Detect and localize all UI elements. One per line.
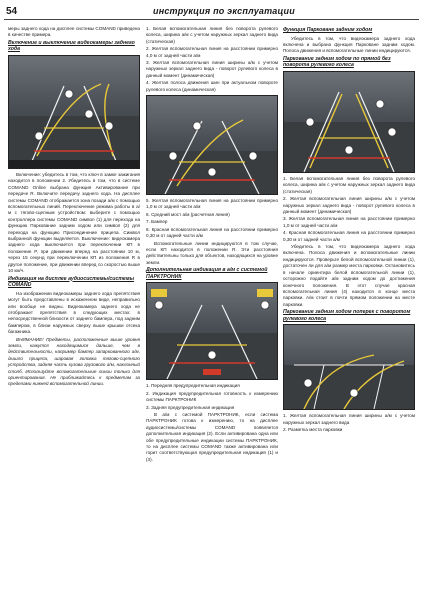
col3-list-b [283, 413, 415, 433]
col3-list-a [283, 176, 415, 243]
page-title: инструкция по эксплуатации [153, 6, 295, 16]
col2-list-c [146, 383, 278, 411]
list-item: 3. Желтая вспомогательная линия ширины а/м с учетом наружных зеркал заднего вида - поворот рулевого колеса в данный момент (динамическая) [146, 60, 278, 78]
col2-list-b [146, 198, 278, 239]
list-item: 3. Задняя предупредительная индикация [146, 404, 235, 410]
column-1 [8, 26, 140, 389]
header-rule [4, 19, 419, 20]
camera-view-graphic [147, 283, 277, 379]
col2-para2: В а/м с системой ПАРКТРОНИК, если система ПАРКТРОНИК готова к измерению, то на дисплее аудиосистемы/системы COMAND появляется дополнительная индикация (2). Если активирована одна или обе предупредительные индикации системы ПАРКТРОНИК, то на дисплее системы COMAND также активирована или горит соответствующая предупредительная индикация (1) и (3). [146, 411, 278, 462]
camera-view-graphic [284, 72, 414, 172]
list-item: 2. Разметка места парковки [283, 427, 343, 433]
list-item: 1. Белая вспомогательная линия без поворота рулевого колеса, ширина а/м с учетом наружных зеркал заднего вида (статическая) [283, 176, 415, 194]
list-item: 4. Красная вспомогательная линия на расстоянии примерно 0,30 м от задней части а/м [283, 230, 415, 242]
rear-camera-image-2 [146, 95, 278, 195]
list-item: 1. Желтая вспомогательная линия ширины а/м с учетом наружных зеркал заднего вида [283, 413, 415, 425]
col1-warning: ВНИМАНИЕ! Предметы, расположенные выше уровня земли, кажутся находящимися дальше, чем в действительности, например бампер запаркованного а/м, дышло прицепа, шаровая головка тягово-сцепного устройства, задняя часть кузова грузового а/м, наклонный столб. Используйте вспомогательные линии только для ориентирования. Не приближайтесь к предметам за пределами нижней вспомогательной линии. [8, 336, 140, 387]
page-header [0, 0, 423, 24]
col1-top-text: меры заднего хода на дисплее системы COMAND приведена в качестве примера. [8, 26, 140, 38]
col1-para2: На изображении видеокамеры заднего хода препятствия могут быть представлены в искаженном виде, неправильно или вообще не видны. Видеокамера заднего хода не отображает препятствия в следующих местах: в непосредственной близости от заднего бампера, под задним бампером, в близи наружных сверху выше крышки отсека багажника. [8, 290, 140, 335]
list-item: 7. Бампер [146, 219, 168, 225]
col3-section2-title: Паркование задним ходом по прямой без поворота рулевого колеса [283, 55, 391, 69]
list-item: 2. Желтая вспомогательная линия ширины а/м с учетом наружных зеркал заднего вида - поворот рулевого колеса в данный момент (динамическая) [283, 196, 415, 215]
col1-para1: Включение: убедитесь в том, что ключ в замке зажигания находится в положении 2. Убедитесь в том, что в системе COMAND Online выбрана функция Активирование при передаче R. Включите передачу заднего хода. На дисплее системы COMAND отображается зона позади а/м с помощью вспомогательных линий. Переключение режима работы в а/м с тягово-сцепным устройством: выберите с помощью контроллера системы COMAND символ (1) для перехода на функцию Паркование задним ходом или символ (2) для перехода на функцию Присоединение прицепа. Символ выбранной функции выделяется. Выключение: видеокамера заднего хода выключается при переключении КП в положение P, при движении вперед на расстоянии 10 м, через 15 секунд при переключении КП из положения R в другое положение, при движении вперед со скоростью выше 10 км/ч. [8, 172, 140, 274]
col1-section2-title: Индикация на дисплее аудиосистемы/системы COMAND [8, 275, 135, 289]
camera-view-graphic [284, 325, 414, 409]
col3-section-title: Функция Парковане задним ходом [283, 27, 373, 33]
col2-para: Вспомогательные линии индицируются в том случае, если КП находится в положении R. Эти расстояния действительны только для объектов, находящихся на уровне земли. [146, 240, 278, 265]
rear-camera-image-4 [283, 324, 415, 410]
list-item: 5. Желтая вспомогательная линия на расстоянии примерно 1,0 м от задней части а/м [146, 198, 278, 210]
list-item: 1. Передняя предупредительная индикация [146, 383, 240, 389]
col3-para: Убедитесь в том, что видеокамера заднего хода включена и выбрана функция Парковане задним ходом. Полоса движения и вспомогательные линии индицируются. [283, 35, 415, 54]
page-number: 54 [6, 6, 18, 17]
list-item: 1. Белая вспомогательная линия без поворота рулевого колеса, ширина а/м с учетом наружных зеркал заднего вида (статическая) [146, 26, 278, 44]
col2-list-a [146, 26, 278, 93]
rear-camera-image-1 [8, 55, 140, 169]
list-item: 2. Желтая вспомогательная линия на расстоянии примерно 4,0 м от задней части а/м [146, 46, 278, 58]
column-2 [146, 26, 278, 464]
list-item: 4. Желтая полоса движения шин при актуальном повороте рулевого колеса (динамическая) [146, 80, 278, 92]
list-item: 2. Индикация предупредительная готовность к измерению системы ПАРКТРОНИК [146, 390, 278, 403]
col3-section3-title: Паркование задним ходом поперек с поворотом рулевого колеса [283, 309, 411, 322]
camera-view-graphic [9, 56, 139, 168]
list-item: 6. Средний мост а/м (расчетная линия) [146, 211, 230, 217]
col3-para2: Убедитесь в том, что видеокамера заднего хода включена. Полоса движения и вспомогательные линии индицируются. Проверьте белой вспомогательной линии (1), достаточен ли для а/м размер места парковки. Остановитесь в начале ориентира белой вспомогательной линии (1), осторожно подайте а/м задним ходом до достижения конечного положения. В этот случае красная вспомогательная линия (4) находится в конце места парковки. А/м стоит в почти прямом положении на месте парковки. [283, 244, 415, 307]
rear-camera-image-3 [283, 71, 415, 173]
column-3 [283, 26, 415, 435]
list-item: 8. Красная вспомогательная линия на расстоянии примерно 0,30 м от задней части а/м [146, 226, 278, 239]
parktronic-image [146, 282, 278, 380]
col2-section-title: Дополнительная индикация в а/м с системой ПАРКТРОНИК [146, 267, 268, 280]
camera-view-graphic [147, 96, 277, 194]
col1-section-title: Включение и выключение видеокамеры заднего хода [8, 39, 135, 53]
list-item: 3. Желтая вспомогательная линия на расстоянии примерно 1,0 м от задней части а/м [283, 216, 415, 228]
